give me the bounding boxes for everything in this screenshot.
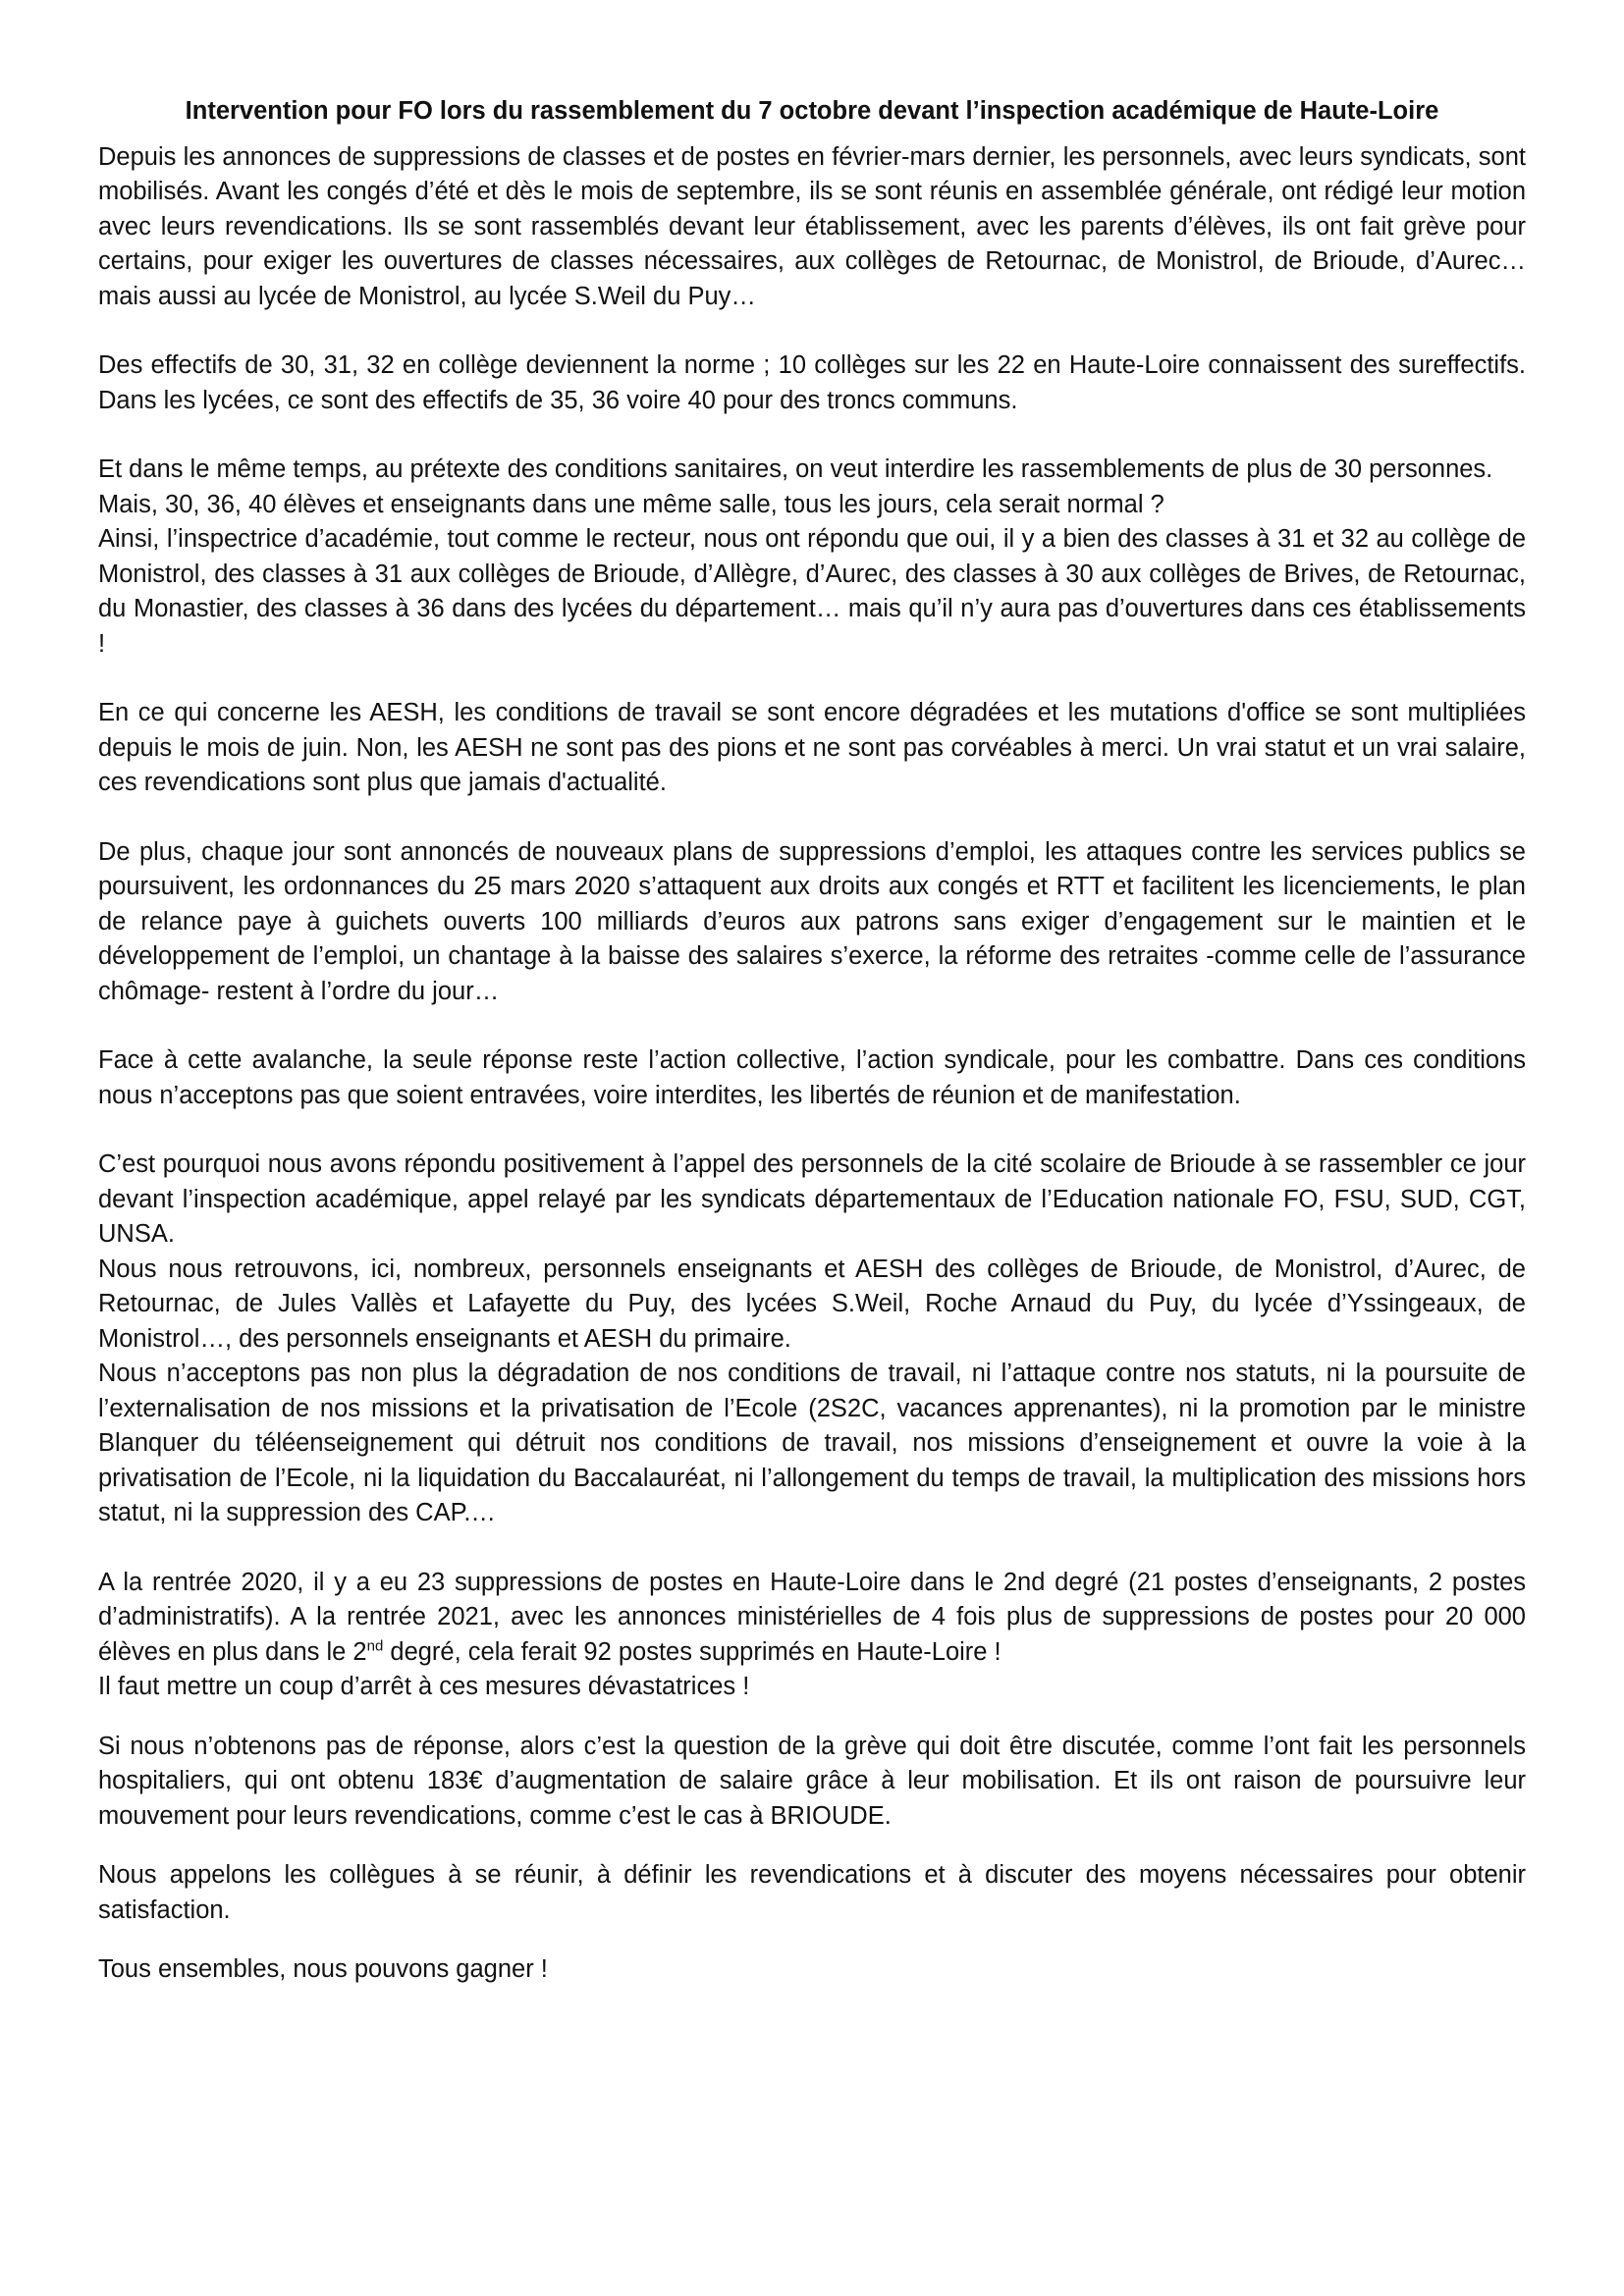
paragraph-mobilisation: Depuis les annonces de suppressions de classes et de postes en février-mars dernier, les personnels, avec leurs syndicats, sont mobilisés. Avant les congés d’été et dès le mois de septembre, ils se sont réunis en assemblée générale, ont rédigé leur motion avec leurs revendications. Ils se sont rassemblés devant leur établissement, avec les parents d’élèves, ils ont fait grève pour certains, pour exiger les ouvertures de classes nécessaires, aux collèges de Retournac, de Monistrol, de Brioude, d’Aurec… mais aussi au lycée de Monistrol, au lycée S.Weil du Puy… <box>98 142 1526 310</box>
paragraph-action-collective: Face à cette avalanche, la seule réponse reste l’action collective, l’action syndicale, pour les combattre. Dans ces conditions nous n’acceptons pas que soient entravées, voire interdites, les libertés de réunion et de manifestation. <box>98 1046 1526 1109</box>
paragraph-suppressions-emploi: De plus, chaque jour sont annoncés de nouveaux plans de suppressions d’emploi, les attaques contre les services publics se poursuivent, les ordonnances du 25 mars 2020 s’attaquent aux droits aux congés et RTT et facilitent les licenciements, le plan de relance paye à guichets ouverts 100 milliards d’euros aux patrons sans exiger d’engagement sur le maintien et le développement de l’emploi, un chantage à la baisse des salaires s’exerce, la réforme des retraites -comme celle de l’assurance chômage- restent à l’ordre du jour… <box>98 837 1526 1005</box>
paragraph-coup-arret: Il faut mettre un coup d’arrêt à ces mesures dévastatrices ! <box>98 1673 750 1700</box>
document-title: Intervention pour FO lors du rassemblement du 7 octobre devant l’inspection académique de Haute-Loire <box>185 97 1439 125</box>
paragraph-greve: Si nous n’obtenons pas de réponse, alors c’est la question de la grève qui doit être discutée, comme l’ont fait les personnels hospitaliers, qui ont obtenu 183€ d’augmentation de salaire grâce à leur mobilisation. Et ils ont raison de poursuivre leur mouvement pour leurs revendications, comme c’est le cas à BRIOUDE. <box>98 1732 1526 1830</box>
paragraph-rassemblements: Et dans le même temps, au prétexte des conditions sanitaires, on veut interdire les rassemblements de plus de 30 personnes. <box>98 455 1493 483</box>
paragraph-appel-collegues: Nous appelons les collègues à se réunir, à définir les revendications et à discuter des moyens nécessaires pour obtenir satisfaction. <box>98 1861 1526 1924</box>
superscript-nd: nd <box>366 1637 384 1654</box>
paragraph-participants: Nous nous retrouvons, ici, nombreux, personnels enseignants et AESH des collèges de Brioude, de Monistrol, d’Aurec, de Retournac, de Jules Vallès et Lafayette du Puy, des lycées S.Weil, Roche Arnaud du Puy, du lycée d’Yssingeaux, de Monistrol…, des personnels enseignants et AESH du primaire. <box>98 1255 1526 1353</box>
paragraph-effectifs: Des effectifs de 30, 31, 32 en collège deviennent la norme ; 10 collèges sur les 22 en Haute-Loire connaissent des sureffectifs. Dans les lycées, ce sont des effectifs de 35, 36 voire 40 pour des troncs communs. <box>98 351 1526 414</box>
paragraph-aesh: En ce qui concerne les AESH, les conditions de travail se sont encore dégradées et les mutations d'office se sont multipliées depuis le mois de juin. Non, les AESH ne sont pas des pions et ne sont pas corvéables à merci. Un vrai statut et un vrai salaire, ces revendications sont plus que jamais d'actualité. <box>98 699 1526 796</box>
rentree-text-part-1: A la rentrée 2020, il y a eu 23 suppressions de postes en Haute-Loire dans le 2nd degré (21 postes d’enseignants, 2 postes d’administratifs). A la rentrée 2021, avec les annonces ministérielles de 4 fois plus de suppressions de postes pour 20 000 élèves en plus dans le 2 <box>98 1568 1526 1666</box>
paragraph-reponse-inspection: Ainsi, l’inspectrice d’académie, tout comme le recteur, nous ont répondu que oui, il y a bien des classes à 31 et 32 au collège de Monistrol, des classes à 31 aux collèges de Brioude, d’Allègre, d’Aurec, des classes à 30 aux collèges de Brives, de Retournac, du Monastier, des classes à 36 dans des lycées du département… mais qu’il n’y aura pas d’ouvertures dans ces établissements ! <box>98 525 1526 658</box>
paragraph-rentree-chiffres <box>98 1566 1526 1671</box>
paragraph-appel-brioude: C’est pourquoi nous avons répondu positivement à l’appel des personnels de la cité scolaire de Brioude à se rassembler ce jour devant l’inspection académique, appel relayé par les syndicats départementaux de l’Education nationale FO, FSU, SUD, CGT, UNSA. <box>98 1150 1526 1248</box>
paragraph-conclusion: Tous ensembles, nous pouvons gagner ! <box>98 1955 548 1983</box>
paragraph-degradation: Nous n’acceptons pas non plus la dégradation de nos conditions de travail, ni l’attaque contre nos statuts, ni la poursuite de l’externalisation de nos missions et la privatisation de l’Ecole (2S2C, vacances apprenantes), ni la promotion par le ministre Blanquer du téléenseignement qui détruit nos conditions de travail, nos missions d’enseignement et ouvre la voie à la privatisation de l’Ecole, ni la liquidation du Baccalauréat, ni l’allongement du temps de travail, la multiplication des missions hors statut, ni la suppression des CAP.… <box>98 1360 1526 1526</box>
paragraph-question-salle: Mais, 30, 36, 40 élèves et enseignants dans une même salle, tous les jours, cela serait normal ? <box>98 490 1164 518</box>
rentree-text-part-2: degré, cela ferait 92 postes supprimés en Haute-Loire ! <box>383 1637 1001 1666</box>
